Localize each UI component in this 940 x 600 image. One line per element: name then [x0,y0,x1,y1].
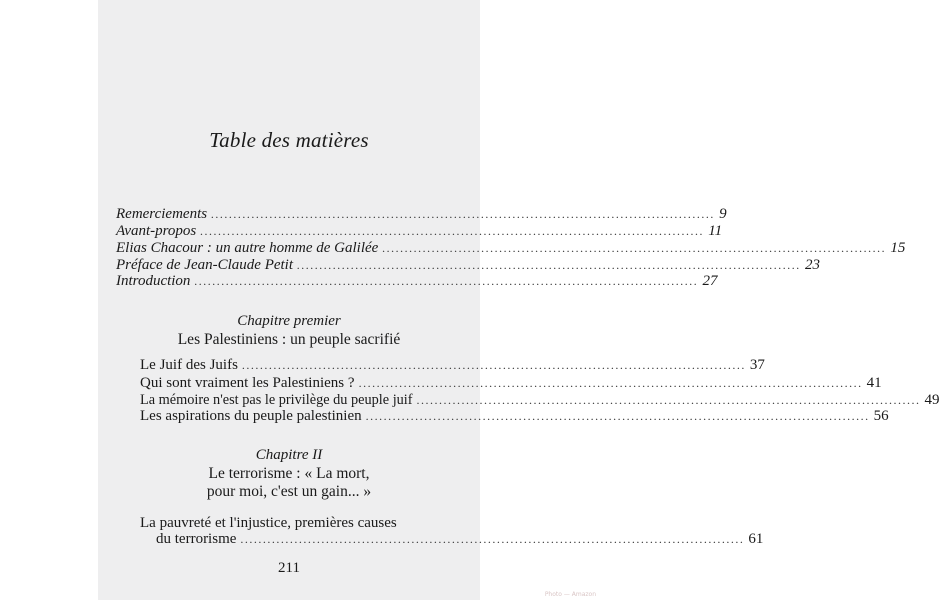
leader-dots: ................................................................................................................ [194,274,699,288]
chapter-1-title: Les Palestiniens : un peuple sacrifié [177,331,401,348]
toc-entry-label: Avant-propos [116,223,197,239]
toc-entry-preface[interactable] [116,257,821,273]
toc-entry-memoire[interactable] [140,392,940,408]
chapter-2-title-line-1: Le terrorisme : « La mort, [208,465,370,482]
toc-entry-juif-des-juifs[interactable] [140,357,765,373]
toc-entry-label: Les aspirations du peuple palestinien [140,408,362,424]
leader-dots: ................................................................................................................ [382,241,887,255]
toc-entry-label: Remerciements [116,206,208,222]
toc-entry-pauvrete-line-2[interactable] [156,531,764,547]
chapter-2-label: Chapitre II [255,447,323,463]
toc-entry-avant-propos[interactable] [116,223,723,239]
toc-page-number: 37 [749,357,765,373]
toc-title: Table des matières [209,128,369,152]
leader-dots: ................................................................................................................ [358,376,863,390]
toc-entry-label: Qui sont vraiment les Palestiniens ? [140,375,355,391]
toc-entry-label: du terrorisme [156,531,237,547]
toc-entry-pauvrete-line-1[interactable]: La pauvreté et l'injustice, premières causes [140,515,397,531]
leader-dots: ................................................................................................................ [200,224,705,238]
toc-entry-label: Le Juif des Juifs [140,357,238,373]
toc-page-number: 61 [748,531,764,547]
leader-dots: ................................................................................................................ [241,358,746,372]
toc-entry-label: Elias Chacour : un autre homme de Galilée [116,240,379,256]
toc-entry-qui-sont[interactable] [140,375,882,391]
chapter-2-title-line-2: pour moi, c'est un gain... » [206,483,372,500]
toc-entry-label: La mémoire n'est pas le privilège du peuple juif [140,392,413,408]
chapter-1-label: Chapitre premier [237,313,341,329]
toc-page-number: 9 [719,206,727,222]
leader-dots: ................................................................................................................ [211,207,716,221]
toc-entry-introduction[interactable] [116,273,718,289]
toc-entry-remerciements[interactable] [116,206,727,222]
leader-dots: ................................................................................................................ [416,393,921,407]
toc-page-number: 23 [805,257,821,273]
leader-dots: ................................................................................................................ [240,532,745,546]
toc-entry-label: Préface de Jean-Claude Petit [116,257,294,273]
toc-page-number: 15 [890,240,906,256]
leader-dots: ................................................................................................................ [365,409,870,423]
watermark: Photo — Amazon [544,591,596,598]
toc-page-number: 49 [924,392,940,408]
toc-page-number: 11 [708,223,723,239]
page-number-folio: 211 [278,560,300,576]
toc-page-number: 41 [866,375,882,391]
leader-dots: ................................................................................................................ [297,258,802,272]
toc-entry-aspirations[interactable] [140,408,889,424]
toc-entry-elias-chacour[interactable] [116,240,906,256]
toc-page-number: 56 [873,408,889,424]
toc-page-number: 27 [702,273,718,289]
toc-entry-label: Introduction [116,273,191,289]
